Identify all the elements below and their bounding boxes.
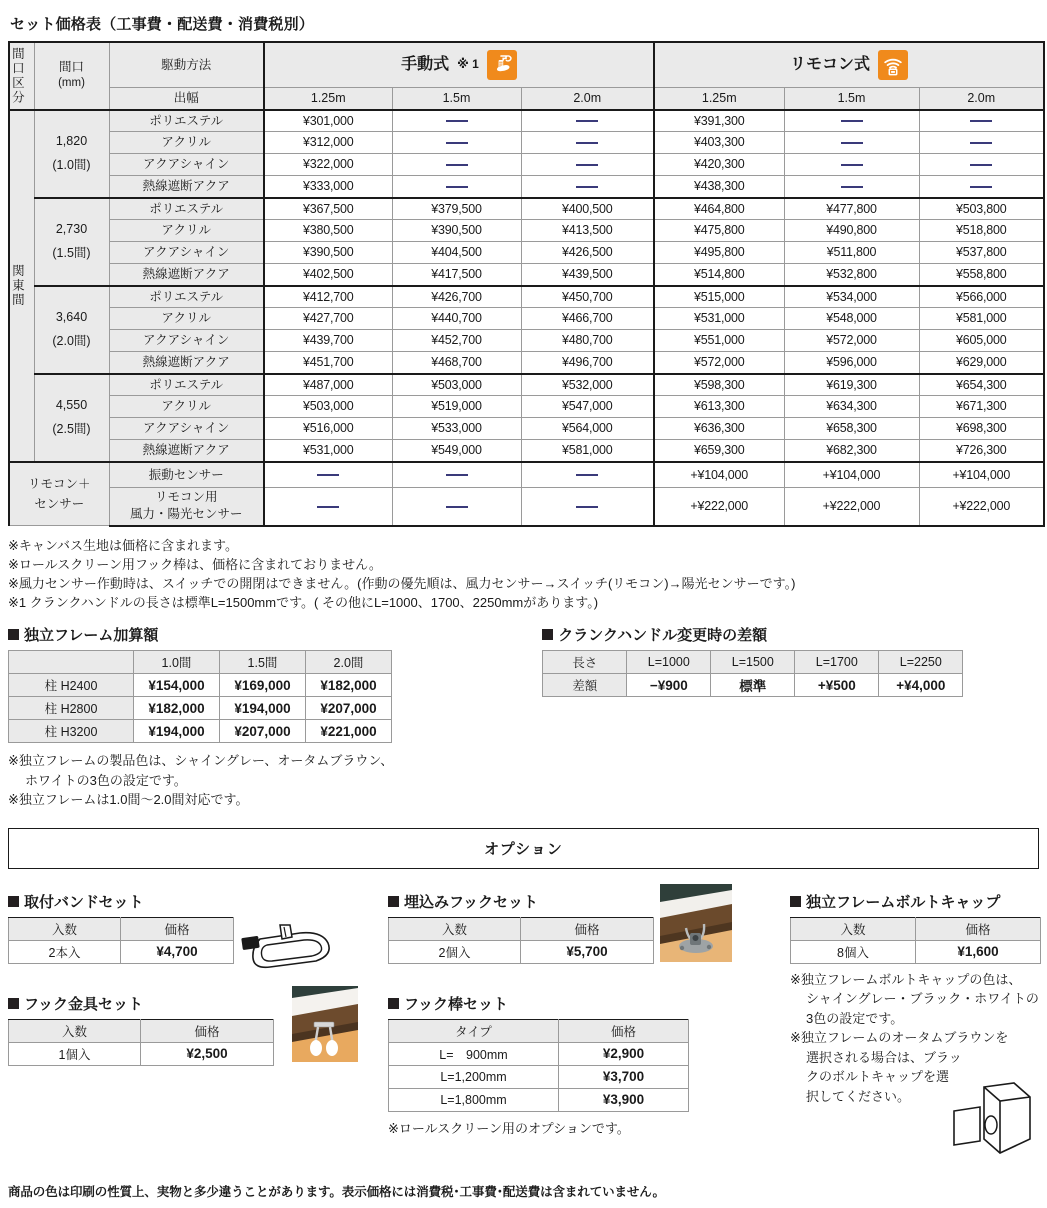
table-row (389, 1042, 689, 1065)
price-cell: ¥420,300 (654, 154, 784, 176)
fabric-label: 熱線遮断アクア (109, 440, 264, 462)
table-row (9, 697, 392, 720)
table-row (9, 242, 1044, 264)
hook-bracket-photo (292, 986, 358, 1067)
qty-value: 2本入 (9, 940, 121, 963)
options-area (0, 885, 1047, 1175)
table-row (9, 1042, 274, 1065)
price-cell: ¥572,000 (784, 330, 919, 352)
table-row (389, 1065, 689, 1088)
crank-length: L=1500 (711, 651, 795, 674)
price-cell (392, 176, 521, 198)
crank-handle-icon (487, 50, 517, 80)
price-cell: ¥629,000 (919, 352, 1044, 374)
hook-rod-note: ※ロールスクリーン用のオプションです。 (388, 1120, 630, 1136)
header-drive-method: 駆動方法 (109, 42, 264, 88)
frame-col-2: 1.5間 (220, 651, 306, 674)
price-cell: ¥452,700 (392, 330, 521, 352)
price-cell: ¥619,300 (784, 374, 919, 396)
price-cell: ¥322,000 (264, 154, 392, 176)
price-cell: ¥581,000 (919, 308, 1044, 330)
table-row (9, 198, 1044, 220)
bullet-square-icon (388, 998, 399, 1009)
price-cell: +¥104,000 (784, 462, 919, 488)
group-width-1: 1,820 (1.0間) (34, 110, 109, 198)
price-cell: ¥532,000 (521, 374, 654, 396)
header-width-category: 間口区分 (9, 42, 34, 110)
table-row (389, 1088, 689, 1111)
price-value: ¥3,700 (559, 1065, 689, 1088)
embedded-hook-table (388, 917, 654, 964)
price-cell: ¥390,500 (392, 220, 521, 242)
mounting-band-illustration (240, 921, 345, 981)
price-cell: ¥516,000 (264, 418, 392, 440)
region-label-cell: 関東間 (9, 110, 34, 462)
bolt-cap-illustration (950, 1081, 1036, 1164)
col-price: 価格 (521, 917, 654, 940)
price-cell (264, 488, 392, 526)
frame-price: ¥169,000 (220, 674, 306, 697)
crank-length: L=2250 (879, 651, 963, 674)
price-cell: ¥511,800 (784, 242, 919, 264)
header-proj-r-2: 1.5m (784, 88, 919, 110)
frame-note-line: ホワイトの3色の設定です。 (25, 772, 187, 788)
price-cell: ¥581,000 (521, 440, 654, 462)
header-remote-group (654, 42, 1044, 88)
frame-col-3: 2.0間 (306, 651, 392, 674)
hook-rod-table (388, 1019, 689, 1112)
price-cell: ¥413,500 (521, 220, 654, 242)
price-cell (392, 110, 521, 132)
col-price: 価格 (121, 917, 234, 940)
note-line: ※風力センサー作動時は、スイッチでの開閉はできません。(作動の優先順は、風力センサー→スイッチ(リモコン)→陽光センサーです。) (8, 575, 796, 591)
fabric-label: 熱線遮断アクア (109, 176, 264, 198)
frame-price: ¥207,000 (220, 720, 306, 743)
table-row (543, 674, 963, 697)
price-cell: ¥503,800 (919, 198, 1044, 220)
header-proj-m-2: 1.5m (392, 88, 521, 110)
price-cell: ¥390,500 (264, 242, 392, 264)
table-row (9, 286, 1044, 308)
crank-diff-block (542, 624, 1047, 810)
qty-value: 8個入 (791, 940, 916, 963)
table-row (9, 132, 1044, 154)
price-cell: ¥636,300 (654, 418, 784, 440)
price-cell: ¥427,700 (264, 308, 392, 330)
col-qty: 入数 (9, 1019, 141, 1042)
price-cell: ¥301,000 (264, 110, 392, 132)
bolt-cap-note-line: シャイングレー・ブラック・ホワイトの (806, 991, 1039, 1007)
frame-price: ¥194,000 (220, 697, 306, 720)
col-qty: 入数 (389, 917, 521, 940)
price-cell: ¥312,000 (264, 132, 392, 154)
table-row (9, 220, 1044, 242)
bolt-cap-table (790, 917, 1041, 964)
table-row (9, 396, 1044, 418)
table-row (9, 462, 1044, 488)
table-row (389, 940, 654, 963)
band-set-table (8, 917, 234, 964)
frame-surcharge-block (8, 624, 447, 810)
option-banner (8, 828, 1039, 869)
embedded-hook-photo (660, 884, 732, 967)
frame-price: ¥221,000 (306, 720, 392, 743)
page-footnote: 商品の色は印刷の性質上、実物と多少違うことがあります。表示価格には消費税･工事費･配送費は含まれていません。 (8, 1185, 665, 1199)
bolt-cap-note-line: ※独立フレームのオータムブラウンを (790, 1030, 1009, 1046)
bullet-square-icon (8, 896, 19, 907)
price-cell (784, 132, 919, 154)
price-cell: ¥477,800 (784, 198, 919, 220)
price-cell (392, 132, 521, 154)
fabric-label: ポリエステル (109, 198, 264, 220)
price-cell (919, 154, 1044, 176)
bolt-cap-note-line: ※独立フレームボルトキャップの色は、 (790, 971, 1022, 987)
frame-price: ¥182,000 (134, 697, 220, 720)
frame-row-label: 柱 H3200 (9, 720, 134, 743)
qty-value: 2個入 (389, 940, 521, 963)
price-cell: ¥518,800 (919, 220, 1044, 242)
hook-metal-title: フック金具セット (8, 993, 308, 1014)
option-banner-label: オプション (484, 840, 563, 858)
price-cell: ¥659,300 (654, 440, 784, 462)
price-cell: ¥533,000 (392, 418, 521, 440)
price-cell: ¥682,300 (784, 440, 919, 462)
price-cell: ¥671,300 (919, 396, 1044, 418)
price-cell: ¥475,800 (654, 220, 784, 242)
col-price: 価格 (916, 917, 1041, 940)
price-cell (392, 154, 521, 176)
bolt-cap-note-line: 選択される場合は、ブラッ (806, 1049, 962, 1065)
fabric-label: アクリル (109, 132, 264, 154)
sensor-name: リモコン用 風力・陽光センサー (109, 488, 264, 526)
bullet-square-icon (8, 998, 19, 1009)
price-value: ¥5,700 (521, 940, 654, 963)
crank-diff: +¥500 (795, 674, 879, 697)
frame-col-1: 1.0間 (134, 651, 220, 674)
price-cell: ¥450,700 (521, 286, 654, 308)
fabric-label: アクアシャイン (109, 330, 264, 352)
price-cell: ¥572,000 (654, 352, 784, 374)
price-cell: ¥531,000 (264, 440, 392, 462)
group-width-2: 2,730 (1.5間) (34, 198, 109, 286)
frame-price: ¥154,000 (134, 674, 220, 697)
bullet-square-icon (790, 896, 801, 907)
price-cell (521, 154, 654, 176)
price-cell: ¥404,500 (392, 242, 521, 264)
price-cell: +¥222,000 (784, 488, 919, 526)
remote-signal-icon (878, 50, 908, 80)
price-cell (392, 462, 521, 488)
fabric-label: アクリル (109, 396, 264, 418)
col-price: 価格 (141, 1019, 274, 1042)
fabric-label: アクリル (109, 308, 264, 330)
table-row (9, 176, 1044, 198)
option-hook-rod (388, 993, 708, 1137)
price-cell: ¥534,000 (784, 286, 919, 308)
price-cell: ¥558,800 (919, 264, 1044, 286)
manual-label: 手動式 (401, 55, 450, 73)
price-cell: ¥487,000 (264, 374, 392, 396)
crank-length: L=1000 (627, 651, 711, 674)
group-width-3: 3,640 (2.0間) (34, 286, 109, 374)
price-cell (784, 154, 919, 176)
price-cell: ¥549,000 (392, 440, 521, 462)
option-band-set (8, 891, 288, 964)
frame-price: ¥194,000 (134, 720, 220, 743)
group-width-4: 4,550 (2.5間) (34, 374, 109, 462)
frame-note-line: ※独立フレームは1.0間～2.0間対応です。 (8, 792, 249, 808)
price-cell: ¥495,800 (654, 242, 784, 264)
frame-table-title: 独立フレーム加算額 (8, 624, 447, 645)
frame-notes (8, 751, 447, 810)
crank-table-title: クランクハンドル変更時の差額 (542, 624, 1047, 645)
remote-label: リモコン式 (790, 55, 871, 73)
manual-note-ref: ※ 1 (457, 57, 479, 72)
price-cell: ¥439,700 (264, 330, 392, 352)
price-cell (919, 110, 1044, 132)
price-cell: +¥222,000 (919, 488, 1044, 526)
header-width-mm: 間口 (mm) (34, 42, 109, 110)
fabric-label: アクアシャイン (109, 418, 264, 440)
price-cell: ¥698,300 (919, 418, 1044, 440)
price-value: ¥1,600 (916, 940, 1041, 963)
frame-surcharge-table (8, 650, 392, 743)
table-row (9, 154, 1044, 176)
frame-price: ¥207,000 (306, 697, 392, 720)
band-set-title: 取付バンドセット (8, 891, 288, 912)
table-row (9, 674, 392, 697)
table-row (9, 264, 1044, 286)
price-cell: ¥333,000 (264, 176, 392, 198)
set-price-table (8, 41, 1045, 527)
table-notes (8, 536, 1047, 613)
table-row (9, 352, 1044, 374)
col-type: タイプ (389, 1019, 559, 1042)
price-cell (264, 462, 392, 488)
price-cell (784, 176, 919, 198)
price-cell: +¥104,000 (919, 462, 1044, 488)
crank-diff: +¥4,000 (879, 674, 963, 697)
price-cell: ¥537,800 (919, 242, 1044, 264)
header-manual-group (264, 42, 654, 88)
option-embedded-hook (388, 891, 688, 964)
fabric-label: アクリル (109, 220, 264, 242)
price-cell (521, 110, 654, 132)
price-cell: ¥658,300 (784, 418, 919, 440)
crank-row-label: 差額 (543, 674, 627, 697)
fabric-label: ポリエステル (109, 374, 264, 396)
table-row (791, 940, 1041, 963)
price-value: ¥3,900 (559, 1088, 689, 1111)
table-row (9, 330, 1044, 352)
price-cell: ¥451,700 (264, 352, 392, 374)
price-cell: ¥566,000 (919, 286, 1044, 308)
sensor-name: 振動センサー (109, 462, 264, 488)
price-cell: ¥598,300 (654, 374, 784, 396)
rod-type: L=1,200mm (389, 1065, 559, 1088)
header-proj-r-1: 1.25m (654, 88, 784, 110)
price-cell: ¥634,300 (784, 396, 919, 418)
price-cell: ¥426,500 (521, 242, 654, 264)
fabric-label: 熱線遮断アクア (109, 352, 264, 374)
price-cell (392, 488, 521, 526)
bolt-cap-note-line: 択してください。 (806, 1088, 911, 1104)
price-value: ¥2,500 (141, 1042, 274, 1065)
col-qty: 入数 (9, 917, 121, 940)
price-cell (521, 488, 654, 526)
price-cell: ¥613,300 (654, 396, 784, 418)
bullet-square-icon (8, 629, 19, 640)
crank-diff-table (542, 650, 963, 697)
hook-metal-table (8, 1019, 274, 1066)
frame-row-label: 柱 H2400 (9, 674, 134, 697)
price-value: ¥2,900 (559, 1042, 689, 1065)
price-cell: ¥503,000 (264, 396, 392, 418)
header-proj-m-3: 2.0m (521, 88, 654, 110)
price-cell (919, 176, 1044, 198)
price-cell: ¥726,300 (919, 440, 1044, 462)
mid-tables-row (8, 624, 1047, 810)
frame-price: ¥182,000 (306, 674, 392, 697)
bullet-square-icon (388, 896, 399, 907)
price-cell: ¥391,300 (654, 110, 784, 132)
option-bolt-cap (790, 891, 1040, 1107)
price-cell (784, 110, 919, 132)
price-cell: ¥466,700 (521, 308, 654, 330)
table-row (9, 418, 1044, 440)
fabric-label: アクアシャイン (109, 154, 264, 176)
price-cell: ¥417,500 (392, 264, 521, 286)
table-row (9, 308, 1044, 330)
price-cell: ¥503,000 (392, 374, 521, 396)
bolt-cap-title: 独立フレームボルトキャップ (790, 891, 1040, 912)
price-cell: ¥605,000 (919, 330, 1044, 352)
price-cell: ¥532,800 (784, 264, 919, 286)
header-projection: 出幅 (109, 88, 264, 110)
fabric-label: 熱線遮断アクア (109, 264, 264, 286)
hook-rod-title: フック棒セット (388, 993, 708, 1014)
price-cell: ¥400,500 (521, 198, 654, 220)
price-cell: ¥426,700 (392, 286, 521, 308)
table-row (9, 374, 1044, 396)
price-cell: ¥402,500 (264, 264, 392, 286)
price-cell: ¥514,800 (654, 264, 784, 286)
price-cell (521, 176, 654, 198)
price-cell: +¥222,000 (654, 488, 784, 526)
crank-diff: −¥900 (627, 674, 711, 697)
table-row (9, 720, 392, 743)
price-cell: ¥480,700 (521, 330, 654, 352)
price-cell: ¥464,800 (654, 198, 784, 220)
price-cell: ¥496,700 (521, 352, 654, 374)
price-cell: ¥548,000 (784, 308, 919, 330)
frame-col-blank (9, 651, 134, 674)
price-cell (521, 132, 654, 154)
table-row (9, 110, 1044, 132)
frame-note-line: ※独立フレームの製品色は、シャイングレー、オータムブラウン、 (8, 753, 394, 769)
note-line: ※ロールスクリーン用フック棒は、価格に含まれておりません。 (8, 556, 382, 572)
price-cell: ¥468,700 (392, 352, 521, 374)
bullet-square-icon (542, 629, 553, 640)
sensor-group-label: リモコン＋ センサー (9, 462, 109, 526)
price-value: ¥4,700 (121, 940, 234, 963)
price-cell: ¥519,000 (392, 396, 521, 418)
price-cell (919, 132, 1044, 154)
note-line: ※1 クランクハンドルの長さは標準L=1500mmです。( その他にL=1000、1700、2250mmがあります。) (8, 595, 599, 611)
price-cell: ¥547,000 (521, 396, 654, 418)
price-cell: ¥654,300 (919, 374, 1044, 396)
rod-type: L= 900mm (389, 1042, 559, 1065)
bolt-cap-note-line: クのボルトキャップを選 (806, 1069, 950, 1085)
price-cell: ¥367,500 (264, 198, 392, 220)
price-cell: ¥379,500 (392, 198, 521, 220)
price-cell: ¥515,000 (654, 286, 784, 308)
crank-diff: 標準 (711, 674, 795, 697)
table-row (9, 440, 1044, 462)
price-cell: ¥380,500 (264, 220, 392, 242)
note-line: ※キャンバス生地は価格に含まれます。 (8, 537, 238, 553)
price-cell (521, 462, 654, 488)
price-cell: ¥531,000 (654, 308, 784, 330)
qty-value: 1個入 (9, 1042, 141, 1065)
crank-length: L=1700 (795, 651, 879, 674)
price-cell: ¥403,300 (654, 132, 784, 154)
price-cell: ¥551,000 (654, 330, 784, 352)
col-qty: 入数 (791, 917, 916, 940)
price-cell: ¥490,800 (784, 220, 919, 242)
page-title: セット価格表（工事費・配送費・消費税別） (10, 16, 315, 33)
table-row (9, 488, 1044, 526)
fabric-label: ポリエステル (109, 286, 264, 308)
col-price: 価格 (559, 1019, 689, 1042)
fabric-label: ポリエステル (109, 110, 264, 132)
price-cell: ¥439,500 (521, 264, 654, 286)
embedded-hook-title: 埋込みフックセット (388, 891, 688, 912)
price-cell: +¥104,000 (654, 462, 784, 488)
price-cell: ¥440,700 (392, 308, 521, 330)
fabric-label: アクアシャイン (109, 242, 264, 264)
header-proj-r-3: 2.0m (919, 88, 1044, 110)
price-cell: ¥596,000 (784, 352, 919, 374)
bolt-cap-note-line: 3色の設定です。 (806, 1010, 904, 1026)
header-proj-m-1: 1.25m (264, 88, 392, 110)
option-hook-metal (8, 993, 308, 1066)
crank-row-label: 長さ (543, 651, 627, 674)
price-cell: ¥438,300 (654, 176, 784, 198)
table-row (9, 940, 234, 963)
price-cell: ¥412,700 (264, 286, 392, 308)
price-cell: ¥564,000 (521, 418, 654, 440)
frame-row-label: 柱 H2800 (9, 697, 134, 720)
rod-type: L=1,800mm (389, 1088, 559, 1111)
